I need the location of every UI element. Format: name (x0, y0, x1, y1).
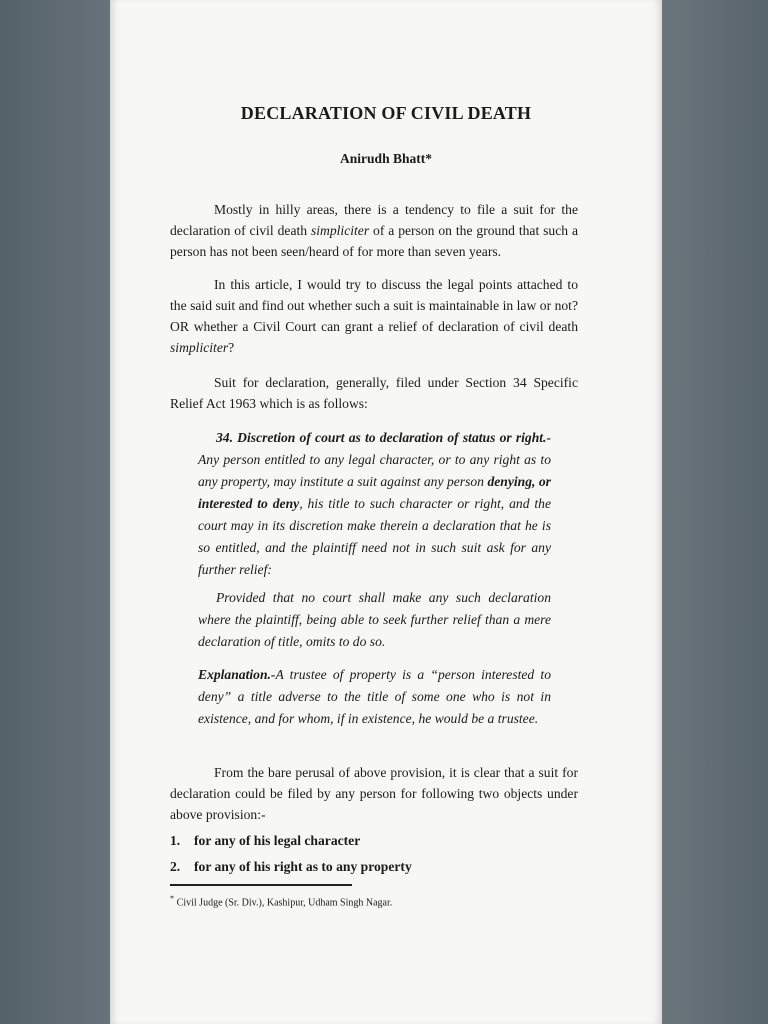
list-item-number: 1. (170, 833, 181, 848)
scan-border-left (0, 0, 110, 1024)
explanation-heading: Explanation.- (198, 667, 276, 682)
list-item-text: for any of his right as to any property (194, 859, 412, 874)
paragraph-intro (170, 199, 578, 262)
footnote-divider (170, 884, 352, 886)
explanation-quote (198, 664, 551, 730)
paragraph-intro-emphasis: simpliciter (310, 223, 370, 238)
scan-border-right (662, 0, 768, 1024)
paragraph-suit-declaration (170, 372, 578, 414)
section-34-heading: 34. Discretion of court as to declaration of status or right.- (216, 430, 551, 445)
document-page (110, 0, 662, 1024)
list-item (170, 830, 590, 851)
proviso-quote (198, 587, 551, 653)
section-34-quote (198, 427, 551, 581)
section-34-bold-phrase: denying, or interested to deny (198, 474, 551, 511)
footnote-mark: * (170, 894, 175, 903)
paragraph-purpose-text: In this article, I would try to discuss the legal points attached to the said suit and find out whether such a suit is maintainable in law or not? OR whether a Civil Court can grant a relief of declaration of civil death (170, 277, 578, 334)
article-author: Anirudh Bhatt* (340, 151, 432, 166)
paragraph-purpose-emphasis: simpliciter (170, 340, 229, 355)
list-item-text: for any of his legal character (194, 833, 361, 848)
paragraph-intro-text-end: of a person on the ground that such a person has not been seen/heard of for more than seven years. (170, 223, 578, 259)
list-item-number: 2. (170, 859, 181, 874)
paragraph-perusal-text: From the bare perusal of above provision, it is clear that a suit for declaration could be filed by any person for following two objects under above provision:- (170, 765, 578, 822)
article-title: DECLARATION OF CIVIL DEATH (240, 103, 532, 123)
paragraph-purpose-text-end: ? (228, 340, 235, 355)
paragraph-intro-text: Mostly in hilly areas, there is a tendency to file a suit for the declaration of civil death (170, 202, 578, 238)
paragraph-article-purpose (170, 274, 578, 358)
section-34-text-end: , his title to such character or right, and the court may in its discretion make therein a declaration that he is so entitled, and the plaintiff need not in such suit ask for any further relief: (198, 496, 552, 577)
footnote-text: Civil Judge (Sr. Div.), Kashipur, Udham Singh Nagar. (176, 897, 393, 909)
paragraph-bare-perusal (170, 762, 578, 825)
explanation-text: A trustee of property is a “person interested to deny” a title adverse to the title of some one who is not in existence, and for whom, if in existence, he would be a trustee. (198, 667, 551, 726)
paragraph-suit-text: Suit for declaration, generally, filed under Section 34 Specific Relief Act 1963 which is as follows: (170, 375, 578, 411)
proviso-text: Provided that no court shall make any such declaration where the plaintiff, being able to seek further relief than a mere declaration of title, omits to do so. (198, 590, 551, 649)
footnote (170, 892, 590, 910)
section-34-text: Any person entitled to any legal character, or to any right as to any property, may institute a suit against any person (198, 452, 551, 489)
list-item (170, 856, 590, 877)
